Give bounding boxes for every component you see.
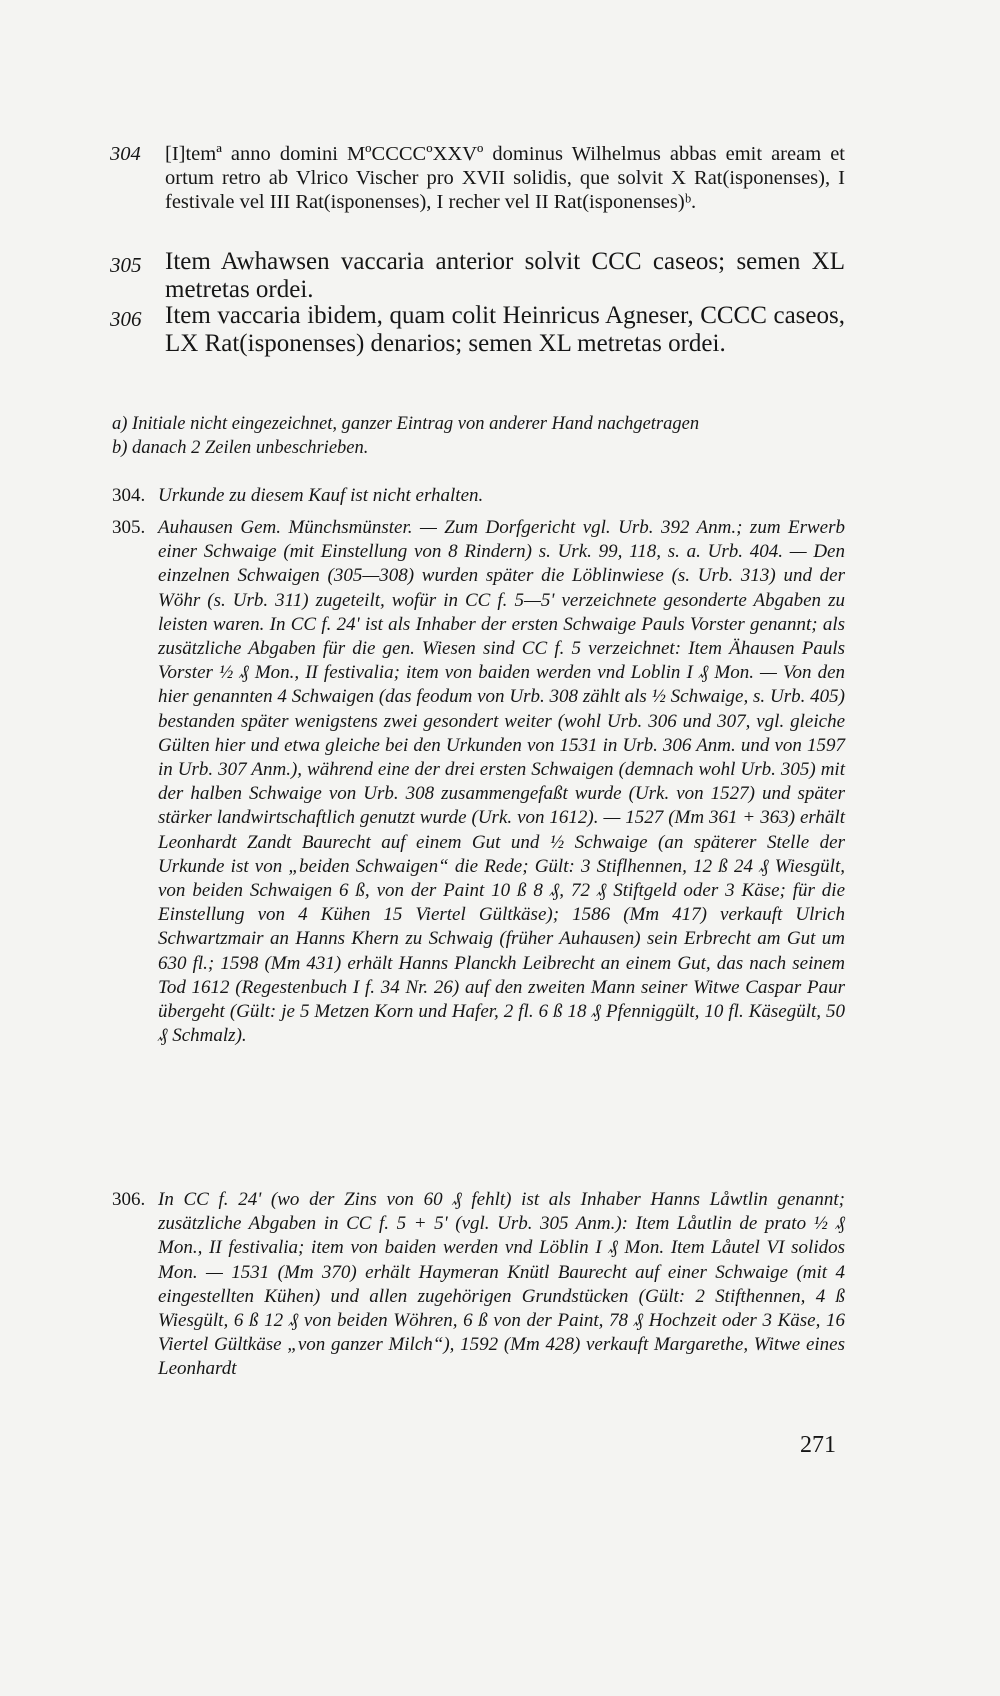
commentary-text: Auhausen Gem. Münchsmünster. — Zum Dorfgericht vgl. Urb. 392 Anm.; zum Erwerb einer Schwaige (mit Einstellung von 8 Rindern) s. Urk. 99, 118, s. a. Urb. 404. — Den einzelnen Schwaigen (305—308) wurden später die Löblinwiese (s. Urb. 313) und der Wöhr (s. Urb. 311) zugeteilt, wofür in CC f. 5—5' verzeichnete gesonderte Abgaben zu leisten waren. In CC f. 24' ist als Inhaber der ersten Schwaige Pauls Vorster genannt; als zusätzliche Abgaben für die gen. Wiesen sind CC f. 5 verzeichnet: Item Ähausen Pauls Vorster ½ ₰ Mon., II festivalia; item von baiden werden vnd Loblin I ₰ Mon. — Von den hier genannten 4 Schwaigen (das feodum von Urb. 308 zählt als ½ Schwaige, s. Urb. 405) bestanden später wenigstens zwei gesondert weiter (wohl Urb. 306 und 307, vgl. gleiche Gülten hier und etwa gleiche bei den Urkunden von 1531 in Urb. 306 Anm. und von 1597 in Urb. 307 Anm.), während eine der drei ersten Schwaigen (demnach wohl Urb. 305) mit der halben Schwaige von Urb. 308 zusammengefaßt wurde (Urk. von 1527) und später stärker landwirtschaftlich genutzt wurde (Urk. von 1612). — 1527 (Mm 361 + 363) erhält Leonhardt Zandt Baurecht auf einem Gut und ½ Schwaige (an späterer Stelle der Urkunde ist von „beiden Schwaigen“ die Rede; Gült: 3 Stiflhennen, 12 ß 24 ₰ Wiesgült, von beiden Schwaigen 6 ß, von der Paint 10 ß 8 ₰, 72 ₰ Stiftgeld oder 3 Käse; für die Einstellung von 4 Kühen 15 Viertel Gültkäse); 1586 (Mm 417) verkauft Ulrich Schwartzmair an Hanns Khern zu Schwaig (früher Auhausen) sein Erbrecht am Gut um 630 fl.; 1598 (Mm 431) erhält Hanns Planckh Leibrecht an einem Gut, das nach seinem Tod 1612 (Regestenbuch I f. 34 Nr. 26) auf den zweiten Mann seiner Witwe Caspar Paur übergeht (Gült: je 5 Metzen Korn und Hafer, 2 fl. 6 ß 18 ₰ Pfenniggült, 10 fl. Käsegült, 50 ₰ Schmalz).	[158, 517, 845, 1047]
footnote-a: a) Initiale nicht eingezeichnet, ganzer Eintrag von anderer Hand nachgetragen	[112, 414, 700, 434]
entry-text: Item Awhawsen vaccaria anterior solvit CCC caseos; semen XL metretas ordei.	[165, 248, 845, 303]
footnote-b: b) danach 2 Zeilen unbeschrieben.	[112, 438, 369, 458]
commentary-number: 305.	[112, 517, 146, 538]
commentary-306	[112, 1188, 845, 1382]
entry-304	[110, 142, 845, 214]
commentary-304	[112, 484, 845, 508]
entry-number: 305	[110, 253, 142, 277]
commentary-number: 304.	[112, 485, 146, 506]
commentary-text: In CC f. 24' (wo der Zins von 60 ₰ fehlt) ist als Inhaber Hanns Låwtlin genannt; zusätzliche Abgaben in CC f. 5 + 5' (vgl. Urb. 305 Anm.): Item Låutlin de prato ½ ₰ Mon., II festivalia; item von baiden werden vnd Löblin I ₰ Mon. Item Låutel VI solidos Mon. — 1531 (Mm 370) erhält Haymeran Knütl Baurecht auf einer Schwaige (mit 4 eingestellten Kühen) und allen zugehörigen Grundstücken (Gült: 2 Stifthennen, 4 ß Wiesgült, 6 ß 12 ₰ von beiden Wöhren, 6 ß von der Paint, 78 ₰ Hochzeit oder 3 Käse, 16 Viertel Gültkäse „von ganzer Milch“), 1592 (Mm 428) verkauft Margarethe, Witwe eines Leonhardt	[158, 1189, 845, 1380]
commentary-number: 306.	[112, 1189, 146, 1210]
entry-306	[110, 302, 845, 358]
page-number: 271	[800, 1432, 836, 1458]
footnotes	[112, 412, 845, 460]
entry-text: Item vaccaria ibidem, quam colit Heinricus Agneser, CCCC caseos, LX Rat(isponenses) denarios; semen XL metretas ordei.	[165, 302, 845, 357]
entry-number: 306	[110, 307, 142, 331]
entry-305	[110, 248, 845, 304]
commentary-305	[112, 516, 845, 1048]
entry-number: 304	[110, 143, 141, 165]
commentary-text: Urkunde zu diesem Kauf ist nicht erhalten.	[158, 485, 484, 506]
entry-text: [I]temª anno domini MºCCCCºXXVº dominus Wilhelmus abbas emit aream et ortum retro ab Vlrico Vischer pro XVII solidis, que solvit X Rat(isponenses), I festivale vel III Rat(isponenses), I recher vel II Rat(isponenses)ᵇ.	[165, 143, 845, 213]
